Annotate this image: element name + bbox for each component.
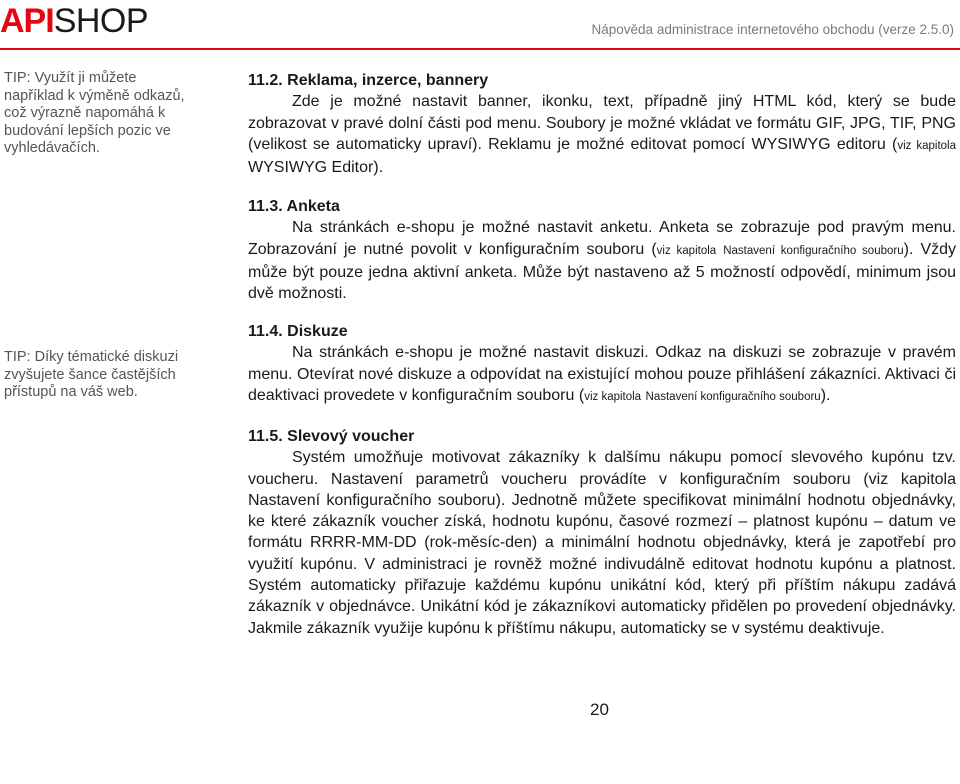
logo-shop-text: SHOP <box>53 2 149 40</box>
section-body <box>248 342 956 408</box>
tip-text: TIP: Využít ji můžete například k výměně odkazů, což výrazně napomáhá k budování lepších pozic ve vyhledávačích. <box>4 70 185 156</box>
chapter-ref-label: viz kapitola <box>656 244 717 257</box>
section-heading: 11.3. Anketa <box>248 198 340 215</box>
body-text: Zde je možné nastavit banner, ikonku, text, případně jiný HTML kód, který se bude zobrazovat v pravé dolní části pod menu. Soubory je možné vkládat ve formátu GIF, JPG, TIF, PNG (velikost se automaticky upraví). Reklamu je možné editovat pomocí WYSIWYG editoru ( <box>248 93 956 153</box>
body-text: Na stránkách e-shopu je možné nastavit diskuzi. Odkaz na diskuzi se zobrazuje v pravém menu. Otevírat nové diskuze a odpovídat na existující mohou pouze přihlášení zákazníci. Aktivaci či deaktivaci provedete v konfiguračním souboru ( <box>248 344 956 404</box>
body-text: ). Vždy může být pouze jedna aktivní anketa. Může být nastaveno až 5 možností odpovědí, minimum jsou dvě možnosti. <box>248 240 957 303</box>
chapter-ref-name: Nastavení konfiguračního souboru <box>645 390 821 403</box>
chapter-ref-label: viz kapitola <box>584 390 642 403</box>
section-reklama <box>248 70 956 178</box>
body-text: ). <box>820 386 831 404</box>
sidebar <box>0 0 205 784</box>
section-heading: 11.4. Diskuze <box>248 323 348 340</box>
section-body <box>248 91 956 178</box>
chapter-ref-name: WYSIWYG Editor <box>248 159 374 177</box>
logo-api-text: API <box>0 2 54 40</box>
section-heading: 11.2. Reklama, inzerce, bannery <box>248 72 489 89</box>
section-voucher <box>248 426 956 639</box>
body-text: ). <box>373 159 384 177</box>
section-diskuze <box>248 321 956 408</box>
section-anketa <box>248 196 956 304</box>
tip-text: TIP: Díky tématické diskuzi zvyšujete šance častějších přístupů na váš web. <box>4 349 179 400</box>
chapter-ref-name: Nastavení konfiguračního souboru <box>723 244 904 257</box>
body-text: Na stránkách e-shopu je možné nastavit anketu. Anketa se zobrazuje pod pravým menu. Zobrazování je nutné povolit v konfiguračním souboru ( <box>248 219 956 258</box>
page-number: 20 <box>590 700 609 719</box>
chapter-ref-label: viz kapitola <box>897 139 957 152</box>
body-text: Systém umožňuje motivovat zákazníky k dalšímu nákupu pomocí slevového kupónu tzv. voucheru. Nastavení parametrů voucheru provádíte v konfiguračním souboru (viz kapitola Nastavení konfiguračního souboru). Jednotně můžete specifikovat minimální hodnotu objednávky, ke které zákazník voucher získá, hodnotu kupónu, časové rozmezí – platnost kupónu – datum ve formátu RRRR-MM-DD (rok-měsíc-den) a minimální hodnotu objednávky, která je zapotřebí pro využití kupónu. V administraci je rovněž možné indivudálně editovat hodnotu kupónu a platnost. Systém automaticky přiřazuje každému kupónu unikátní kód, který při příštím nákupu zadává zákazník v objednávce. Unikátní kód je zákazníkovi automaticky přidělen po provedení objednávky. Jakmile zákazník využije kupónu k příštímu nákupu, automaticky se v systému deaktivuje. <box>248 449 956 637</box>
section-body <box>248 217 956 304</box>
section-body <box>248 447 956 639</box>
section-heading: 11.5. Slevový voucher <box>248 428 415 445</box>
document-title: Nápověda administrace internetového obchodu (verze 2.5.0) <box>591 22 954 37</box>
